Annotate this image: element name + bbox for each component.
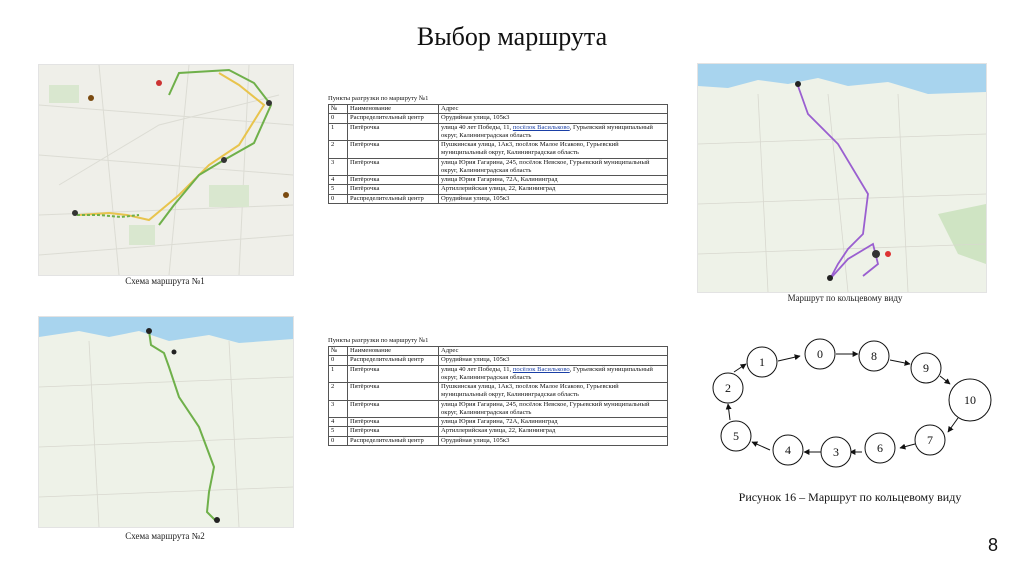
node-label: 2 bbox=[725, 381, 731, 395]
cell-name: Пятёрочка bbox=[348, 383, 439, 400]
cell-name: Пятёрочка bbox=[348, 365, 439, 382]
route1-caption: Схема маршрута №1 bbox=[125, 276, 205, 286]
cell-address: Орудийная улица, 105к3 bbox=[439, 114, 668, 123]
header-name: Наименование bbox=[348, 347, 439, 356]
cell-address: улица 40 лет Победы, 11, посёлок Васильково, Гурьевский муниципальный округ, Калининградская область bbox=[439, 365, 668, 382]
node-label: 9 bbox=[923, 361, 929, 375]
table-row bbox=[329, 185, 668, 194]
table2-grid bbox=[328, 346, 668, 446]
cell-address: Орудийная улица, 105к3 bbox=[439, 194, 668, 203]
cell-name: Распределительный центр bbox=[348, 194, 439, 203]
node-label: 5 bbox=[733, 429, 739, 443]
table-row bbox=[329, 123, 668, 140]
table1-title: Пункты разгрузки по маршруту №1 bbox=[328, 95, 429, 102]
page-title: Выбор маршрута bbox=[416, 22, 608, 51]
ring-map-caption: Маршрут по кольцевому виду bbox=[787, 293, 903, 303]
node-label: 10 bbox=[964, 393, 976, 407]
cell-address: улица 40 лет Победы, 11, посёлок Васильково, Гурьевский муниципальный округ, Калининградская область bbox=[439, 123, 668, 140]
node-label: 0 bbox=[817, 347, 823, 361]
header-name: Наименование bbox=[348, 105, 439, 114]
node-label: 6 bbox=[877, 441, 883, 455]
table-row bbox=[329, 383, 668, 400]
page-number: 8 bbox=[987, 535, 998, 555]
node-label: 7 bbox=[927, 433, 933, 447]
cell-name: Распределительный центр bbox=[348, 114, 439, 123]
cell-name: Пятёрочка bbox=[348, 400, 439, 417]
cell-number: 3 bbox=[329, 400, 348, 417]
cell-address: улица Юрия Гагарина, 245, посёлок Невское, Гурьевский муниципальный округ, Калининградская область bbox=[439, 400, 668, 417]
table-row bbox=[329, 176, 668, 185]
cell-number: 3 bbox=[329, 158, 348, 175]
cell-address: Пушкинская улица, 1Ак3, посёлок Малое Исаково, Гурьевский муниципальный округ, Калининградская область bbox=[439, 383, 668, 400]
cell-number: 5 bbox=[329, 427, 348, 436]
route2-map-image bbox=[39, 317, 293, 527]
figure-caption: Рисунок 16 – Маршрут по кольцевому виду bbox=[738, 490, 962, 504]
route2-caption: Схема маршрута №2 bbox=[125, 531, 205, 541]
table-row bbox=[329, 114, 668, 123]
cell-name: Пятёрочка bbox=[348, 185, 439, 194]
header-address: Адрес bbox=[439, 347, 668, 356]
cell-number: 0 bbox=[329, 114, 348, 123]
ring-route-map bbox=[697, 63, 987, 293]
ring-nodes bbox=[713, 339, 991, 467]
table-header-row bbox=[329, 347, 668, 356]
cell-address: Артиллерийская улица, 22, Калининград bbox=[439, 185, 668, 194]
table-row bbox=[329, 400, 668, 417]
cell-name: Пятёрочка bbox=[348, 427, 439, 436]
cell-address: Орудийная улица, 105к3 bbox=[439, 436, 668, 445]
table-header-row bbox=[329, 105, 668, 114]
node-label: 3 bbox=[833, 445, 839, 459]
table-row bbox=[329, 158, 668, 175]
cell-address: Пушкинская улица, 1Ак3, посёлок Малое Исаково, Гурьевский муниципальный округ, Калининградская область bbox=[439, 141, 668, 158]
ring-route-diagram-svg bbox=[700, 332, 1000, 472]
table1 bbox=[328, 95, 668, 204]
table-row bbox=[329, 427, 668, 436]
cell-address: улица Юрия Гагарина, 72А, Калининград bbox=[439, 418, 668, 427]
address-link[interactable]: посёлок Васильково bbox=[512, 123, 570, 131]
cell-number: 0 bbox=[329, 436, 348, 445]
ring-route-map-image bbox=[698, 64, 986, 292]
cell-number: 2 bbox=[329, 383, 348, 400]
table2 bbox=[328, 337, 668, 446]
table-row bbox=[329, 436, 668, 445]
table-row bbox=[329, 418, 668, 427]
cell-address: улица Юрия Гагарина, 245, посёлок Невское, Гурьевский муниципальный округ, Калининградская область bbox=[439, 158, 668, 175]
cell-name: Пятёрочка bbox=[348, 158, 439, 175]
node-label: 8 bbox=[871, 349, 877, 363]
cell-number: 1 bbox=[329, 365, 348, 382]
ring-route-diagram bbox=[700, 332, 1000, 472]
route1-map-image bbox=[39, 65, 293, 275]
cell-number: 2 bbox=[329, 141, 348, 158]
route2-map bbox=[38, 316, 294, 528]
cell-name: Пятёрочка bbox=[348, 141, 439, 158]
node-label: 1 bbox=[759, 355, 765, 369]
cell-number: 0 bbox=[329, 356, 348, 365]
cell-name: Пятёрочка bbox=[348, 418, 439, 427]
table-row bbox=[329, 194, 668, 203]
cell-address: Артиллерийская улица, 22, Калининград bbox=[439, 427, 668, 436]
address-link[interactable]: посёлок Васильково bbox=[512, 365, 570, 373]
cell-number: 4 bbox=[329, 418, 348, 427]
header-number: № bbox=[329, 347, 348, 356]
cell-number: 4 bbox=[329, 176, 348, 185]
cell-number: 0 bbox=[329, 194, 348, 203]
cell-number: 1 bbox=[329, 123, 348, 140]
cell-name: Распределительный центр bbox=[348, 356, 439, 365]
cell-number: 5 bbox=[329, 185, 348, 194]
table1-grid bbox=[328, 104, 668, 204]
cell-address: Орудийная улица, 105к3 bbox=[439, 356, 668, 365]
cell-name: Пятёрочка bbox=[348, 176, 439, 185]
node-label: 4 bbox=[785, 443, 791, 457]
header-number: № bbox=[329, 105, 348, 114]
route1-map bbox=[38, 64, 294, 276]
table-row bbox=[329, 141, 668, 158]
header-address: Адрес bbox=[439, 105, 668, 114]
table-row bbox=[329, 356, 668, 365]
table2-title: Пункты разгрузки по маршруту №1 bbox=[328, 337, 429, 344]
cell-name: Распределительный центр bbox=[348, 436, 439, 445]
cell-address: улица Юрия Гагарина, 72А, Калининград bbox=[439, 176, 668, 185]
cell-name: Пятёрочка bbox=[348, 123, 439, 140]
table-row bbox=[329, 365, 668, 382]
